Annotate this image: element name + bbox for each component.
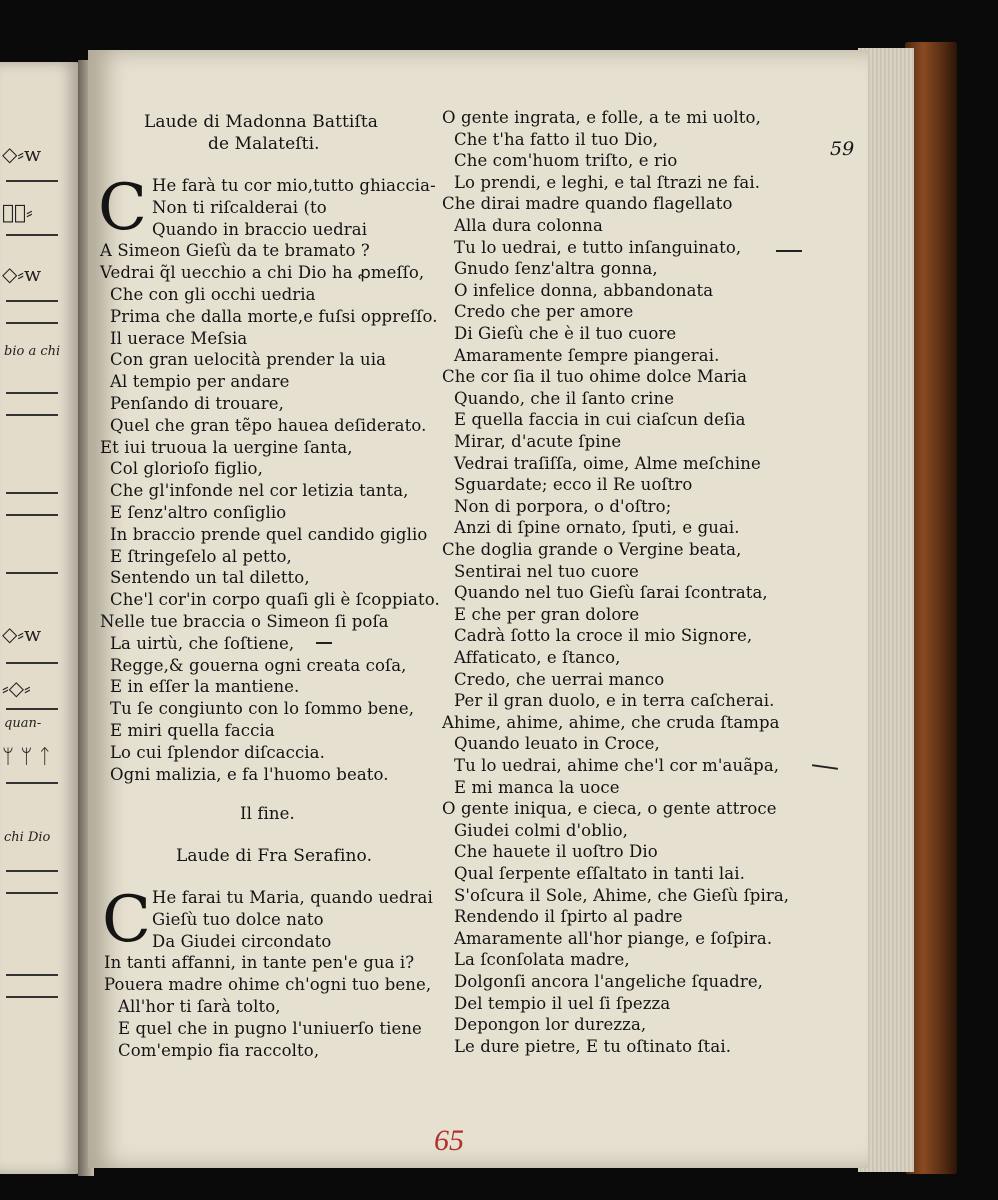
margin-mark (812, 764, 838, 770)
verse-line: Quando nel tuo Gieſù ſarai ſcontrata, (454, 583, 768, 603)
verse-line: Di Gieſù che è il tuo cuore (454, 324, 677, 343)
verse-line: Tu ſe congiunto con lo ſommo bene, (110, 699, 415, 719)
verse-line: Che t'ha fatto il tuo Dio, (454, 129, 659, 149)
verse-line: Anzi di ſpine ornato, ſputi, e guai. (454, 518, 740, 538)
verse-line: In braccio prende quel candido giglio (110, 524, 428, 544)
verse-line: Quando, che il ſanto crine (454, 388, 675, 408)
verse-line: Sguardate; ecco il Re uoſtro (454, 475, 693, 495)
verse-line: Del tempio il uel ſi ſpezza (454, 993, 671, 1013)
verse-line: A Simeon Gieſù da te bramato ? (100, 241, 370, 261)
verse-line: Nelle tue braccia o Simeon ſi poſa (100, 612, 389, 631)
margin-mark (316, 642, 332, 644)
music-notation-fragment: ◇⸗w (2, 142, 42, 166)
verse-line: E quel che in pugno l'uniuerſo tiene (118, 1018, 422, 1038)
verse-line: Vedrai q̃l uecchio a chi Dio ha ꝓmeſſo, (100, 263, 425, 283)
verse-line: Pouera madre ohime ch'ogni tuo bene, (104, 975, 432, 995)
verse-line: Al tempio per andare (110, 372, 290, 392)
book-page (88, 50, 868, 1168)
left-page-text-fragment: chi Dio (4, 830, 51, 845)
verse-line: Alla dura colonna (454, 216, 603, 235)
music-notation-fragment: ◇⸗w (2, 622, 42, 646)
verse-line: He farai tu Maria, quando uedrai (152, 888, 433, 907)
music-notation-fragment: ◇⸗w (2, 262, 42, 286)
verse-line: Amaramente ſempre piangerai. (454, 345, 720, 365)
page-number: 59 (830, 138, 855, 160)
verse-line: Et iui truoua la uergine ſanta, (100, 437, 353, 457)
handwritten-folio-number: 65 (434, 1124, 464, 1157)
verse-line: Dolgonſi ancora l'angeliche ſquadre, (454, 972, 764, 991)
verse-line: Mirar, d'acute ſpine (454, 432, 622, 451)
verse-line: O infelice donna, abbandonata (454, 280, 714, 300)
verse-line: La ſconſolata madre, (454, 950, 630, 970)
drop-cap-c: C (98, 171, 147, 245)
left-page-text-fragment: quan- (4, 716, 42, 731)
title-serafino: Laude di Fra Serafino. (176, 846, 373, 866)
verse-line: He farà tu cor mio,tutto ghiaccia- (152, 176, 436, 195)
verse-line: Che com'huom triſto, e rio (454, 151, 678, 171)
verse-line: Vedrai traſiſſa, oime, Alme meſchine (454, 453, 761, 473)
verse-line: Com'empio fia raccolto, (118, 1040, 320, 1060)
verse-line: Da Giudei circondato (152, 931, 332, 951)
verse-line: Che doglia grande o Vergine beata, (442, 540, 742, 559)
music-notation-fragment: ᛘ ᛘ ᛏ (2, 744, 51, 768)
verse-line: Depongon lor durezza, (454, 1015, 647, 1035)
verse-line: Ahime, ahime, ahime, che cruda ſtampa (442, 712, 780, 732)
verse-line: Qual ſerpente eſſaltato in tanti lai. (454, 864, 745, 883)
verse-line: Sentendo un tal diletto, (110, 568, 310, 588)
verse-line: Rendendo il ſpirto al padre (454, 907, 683, 927)
verse-line: Quando leuato in Croce, (454, 734, 660, 754)
drop-cap-c: C (102, 883, 151, 957)
verse-line: O gente ingrata, e folle, a te mi uolto, (442, 108, 761, 127)
verse-line: Col glorioſo figlio, (110, 459, 263, 479)
left-page-edge (0, 62, 80, 1174)
left-page-text-fragment: bio a chi (4, 344, 61, 359)
verse-line: E quella faccia in cui ciaſcun deſia (454, 410, 746, 430)
verse-line: Amaramente all'hor piange, e ſoſpira. (454, 928, 773, 948)
verse-line: Penſando di trouare, (110, 394, 284, 413)
verse-line: Che con gli occhi uedria (110, 285, 316, 304)
verse-line: Gnudo ſenz'altra gonna, (454, 259, 658, 279)
verse-line: Affaticato, e ſtanco, (454, 648, 621, 667)
verse-line: In tanti affanni, in tante pen'e gua i? (104, 953, 415, 973)
verse-line: Che cor ſia il tuo ohime dolce Maria (442, 367, 748, 387)
verse-line: E ſtringeſelo al petto, (110, 546, 292, 566)
verse-line: Lo cui ſplendor diſcaccia. (110, 742, 325, 762)
verse-line: O gente iniqua, e cieca, o gente attroce (442, 799, 777, 819)
verse-line: Ogni malizia, e fa l'huomo beato. (110, 764, 389, 784)
verse-line: Giudei colmi d'oblio, (454, 820, 628, 840)
verse-line: Quel che gran tẽpo hauea deſiderato. (110, 415, 427, 435)
verse-line: La uirtù, che ſoſtiene, (110, 633, 295, 653)
verse-line: Sentirai nel tuo cuore (454, 561, 639, 581)
verse-line: Per il gran duolo, e in terra caſcherai. (454, 691, 775, 711)
title-battista: Laude di Madonna Battiſta (144, 112, 379, 132)
verse-line: E ſenz'altro conſiglio (110, 503, 287, 522)
verse-line: Con gran uelocità prender la uia (110, 350, 387, 370)
verse-line: Regge,& gouerna ogni creata coſa, (110, 655, 407, 675)
verse-line: Credo che per amore (454, 302, 634, 322)
fine-label: Il fine. (240, 804, 295, 823)
verse-line: E in eſſer la mantiene. (110, 677, 300, 697)
verse-line: Che gl'infonde nel cor letizia tanta, (110, 481, 409, 501)
verse-line: Non di porpora, o d'oſtro; (454, 496, 672, 516)
verse-line: Le dure pietre, E tu oſtinato ſtai. (454, 1036, 732, 1056)
music-notation-fragment: ⸗ు⸗ (2, 200, 33, 224)
verse-line: Tu lo uedrai, e tutto inſanguinato, (454, 237, 742, 257)
verse-line: Lo prendi, e leghi, e tal ſtrazi ne fai. (454, 172, 761, 192)
verse-line: All'hor ti ſarà tolto, (118, 997, 281, 1016)
verse-line: Che hauete il uoſtro Dio (454, 842, 658, 862)
title-malatesti: de Malateſti. (208, 134, 320, 154)
verse-line: Non ti riſcalderai (to (152, 197, 327, 217)
verse-line: E che per gran dolore (454, 604, 640, 624)
verse-line: Tu lo uedrai, ahime che'l cor m'auãpa, (454, 756, 780, 775)
verse-line: E mi manca la uoce (454, 777, 620, 797)
verse-line: Quando in braccio uedrai (152, 219, 368, 239)
verse-line: Prima che dalla morte,e fuſsi oppreſſo. (110, 306, 438, 326)
verse-line: S'oſcura il Sole, Ahime, che Gieſù ſpira, (454, 885, 790, 905)
verse-line: Il uerace Meſsia (110, 328, 248, 348)
music-notation-fragment: ⸗◇⸗ (2, 676, 31, 700)
verse-line: E miri quella faccia (110, 721, 275, 740)
verse-line: Che'l cor'in corpo quaſi gli è ſcoppiato. (110, 590, 440, 610)
verse-line: Che dirai madre quando flagellato (442, 194, 733, 214)
verse-line: Credo, che uerrai manco (454, 669, 665, 689)
verse-line: Gieſù tuo dolce nato (152, 909, 324, 929)
margin-mark (776, 250, 802, 252)
verse-line: Cadrà ſotto la croce il mio Signore, (454, 626, 753, 646)
